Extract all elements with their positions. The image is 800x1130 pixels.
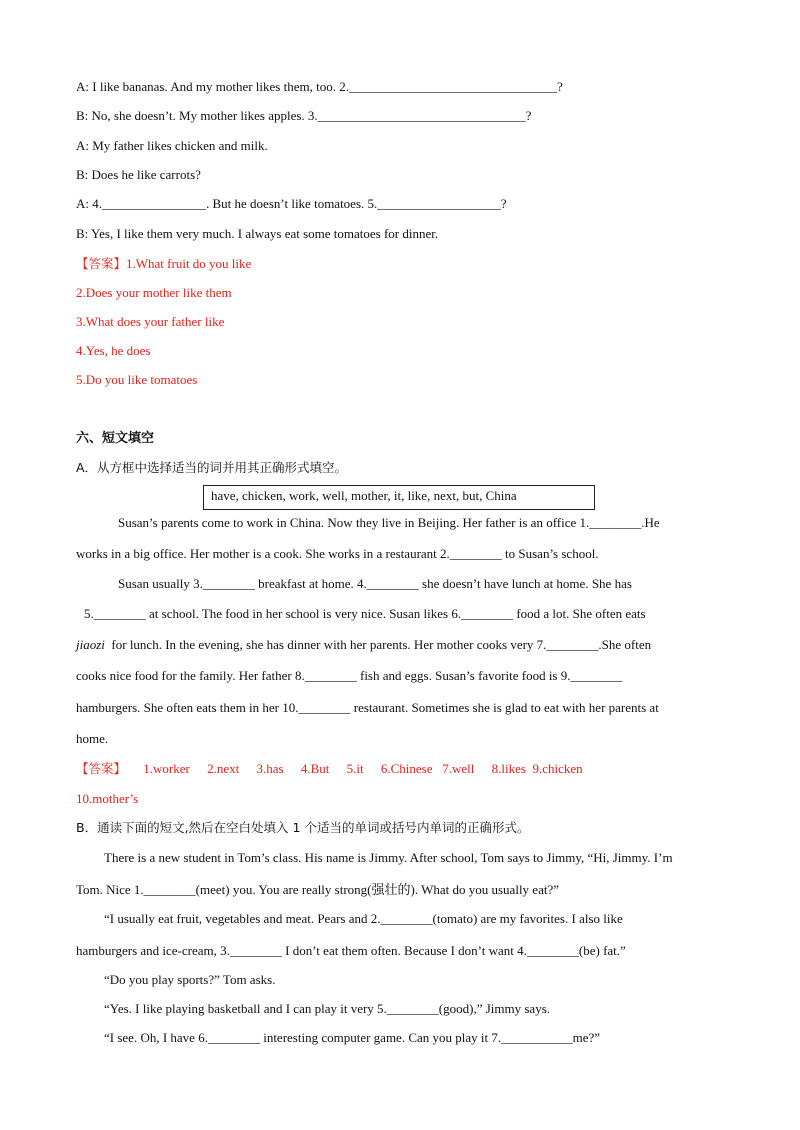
passage-a-line-1: Susan’s parents come to work in China. Now they live in Beijing. Her father is an office 1.________.He [118,515,660,530]
answer-line-5: 5.Do you like tomatoes [76,372,198,387]
passage-a-line-4: 5.________ at school. The food in her school is very nice. Susan likes 6.________ food a lot. She often eats [84,606,646,621]
passage-a-line-5-text: for lunch. In the evening, she has dinner with her parents. Her mother cooks very 7.________.She often [111,637,652,652]
answer-line-3: 3.What does your father like [76,314,225,329]
passage-b-line-2: Tom. Nice 1.________(meet) you. You are really strong(强壮的). What do you usually eat?” [76,882,559,897]
answer2-item: 4.But [300,761,330,776]
part-b-instruction: B．通读下面的短文,然后在空白处填入 1 个适当的单词或括号内单词的正确形式。 [76,820,530,835]
passage-a-line-2: works in a big office. Her mother is a cook. She works in a restaurant 2.________ to Susan’s school. [76,546,599,561]
answer2-item: 6.Chinese [380,761,433,776]
answer-prefix: 【答案】 [76,256,127,271]
answer2-item: 7.well [442,761,475,776]
answer2-prefix: 【答案】 [76,761,127,776]
dialogue-line-6: B: Yes, I like them very much. I always eat some tomatoes for dinner. [76,226,439,241]
part-a-instruction: A．从方框中选择适当的词并用其正确形式填空。 [76,460,348,475]
passage-a-line-3: Susan usually 3.________ breakfast at home. 4.________ she doesn’t have lunch at home. She has [118,576,632,591]
dialogue-line-4: B: Does he like carrots? [76,167,201,182]
word-box: have, chicken, work, well, mother, it, like, next, but, China [203,485,595,510]
dialogue-line-1: A: I like bananas. And my mother likes them, too. 2.________________________________? [76,79,563,94]
italic-word-jiaozi: jiaozi [76,637,105,652]
answer-line-2: 2.Does your mother like them [76,285,232,300]
dialogue-line-3: A: My father likes chicken and milk. [76,138,268,153]
answer-line-4: 4.Yes, he does [76,343,151,358]
answer2-line [76,761,583,777]
answer2-item: 5.it [346,761,364,776]
passage-b-line-1: There is a new student in Tom’s class. His name is Jimmy. After school, Tom says to Jimmy, “Hi, Jimmy. I’m [104,850,673,865]
passage-a-line-8: home. [76,731,109,746]
passage-b-line-5: “Do you play sports?” Tom asks. [104,972,276,987]
answer2-item: 3.has [256,761,284,776]
answer2-tail: 10.mother’s [76,791,139,806]
section-heading: 六、短文填空 [76,431,155,446]
answer-line-1 [76,256,251,272]
dialogue-line-5: A: 4.________________. But he doesn’t like tomatoes. 5.___________________? [76,196,507,211]
passage-a-line-5 [76,637,651,653]
passage-b-line-7: “I see. Oh, I have 6.________ interesting computer game. Can you play it 7.___________me?” [104,1030,601,1045]
passage-a-line-6: cooks nice food for the family. Her father 8.________ fish and eggs. Susan’s favorite food is 9.________ [76,668,623,683]
passage-a-line-7: hamburgers. She often eats them in her 10.________ restaurant. Sometimes she is glad to eat with her parents at [76,700,659,715]
dialogue-line-2: B: No, she doesn’t. My mother likes apples. 3.________________________________? [76,108,532,123]
answer2-item: 9.chicken [532,761,583,776]
passage-b-line-3: “I usually eat fruit, vegetables and meat. Pears and 2.________(tomato) are my favorites. I also like [104,911,623,926]
answer-text: 1.What fruit do you like [126,256,252,271]
passage-b-line-6: “Yes. I like playing basketball and I can play it very 5.________(good),” Jimmy says. [104,1001,551,1016]
answer2-item: 1.worker [143,761,190,776]
answer2-item: 2.next [207,761,240,776]
answer2-item: 8.likes [491,761,526,776]
passage-b-line-4: hamburgers and ice-cream, 3.________ I don’t eat them often. Because I don’t want 4.________(be) fat.” [76,943,626,958]
